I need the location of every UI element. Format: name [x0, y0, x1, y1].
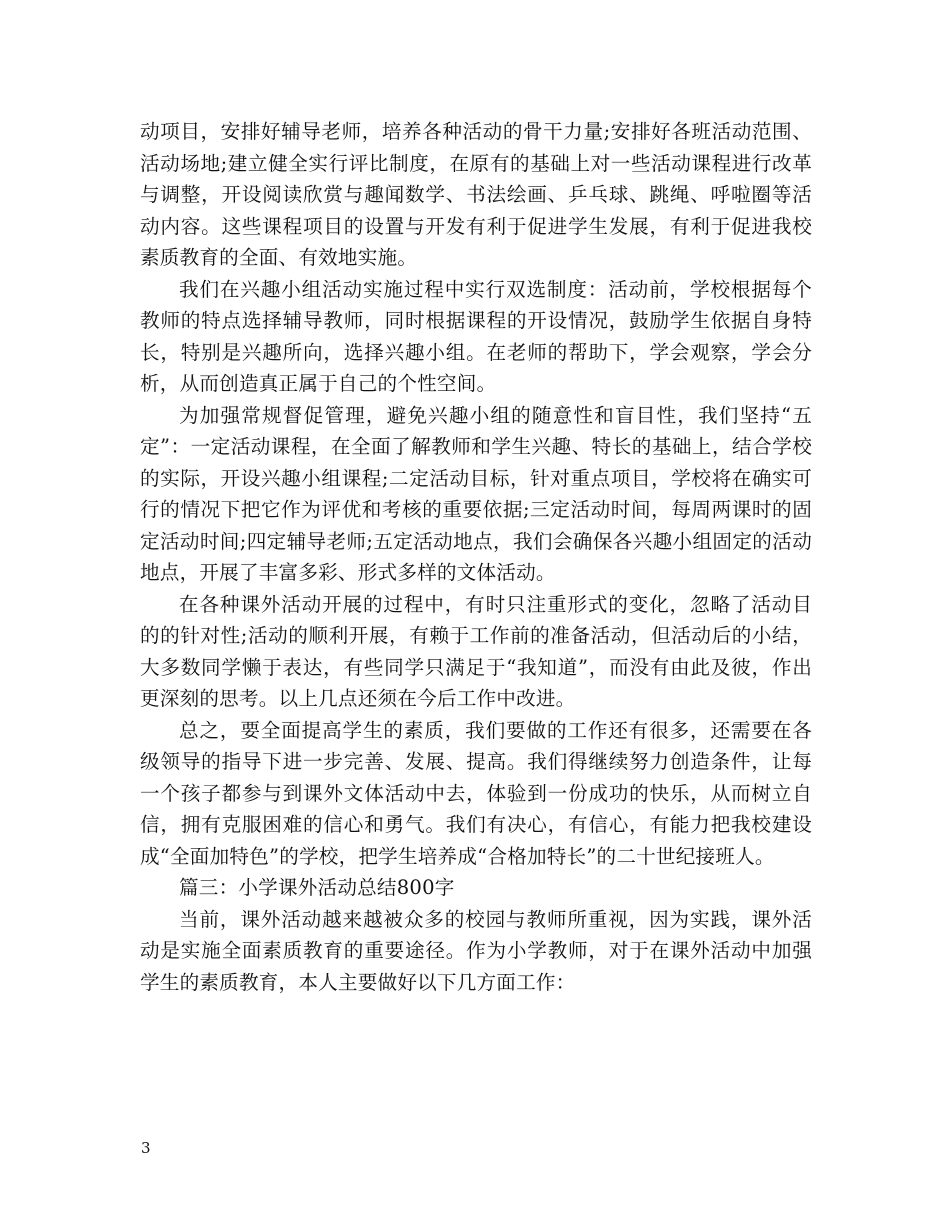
section-heading: 篇三：小学课外活动总结800字 — [179, 876, 455, 899]
paragraph-conclusion: 总之，要全面提高学生的素质，我们要做的工作还有很多，还需要在各级领导的指导下进一步完善、发展、提高。我们得继续努力创造条件，让每一个孩子都参与到课外文体活动中去，体验到一份成功的快乐，从而树立自信，拥有克服困难的信心和勇气。我们有决心，有信心，有能力把我校建设成“全面加特色”的学校，把学生培养成“合格加特长”的二十世纪接班人。 — [140, 718, 812, 868]
paragraph-continued: 动项目，安排好辅导老师，培养各种活动的骨干力量;安排好各班活动范围、活动场地;建立健全实行评比制度，在原有的基础上对一些活动课程进行改革与调整，开设阅读欣赏与趣闻数学、书法绘画、乒乓球、跳绳、呼啦圈等活动内容。这些课程项目的设置与开发有利于促进学生发展，有利于促进我校素质教育的全面、有效地实施。 — [140, 120, 812, 269]
paragraph-intro: 当前，课外活动越来越被众多的校园与教师所重视，因为实践，课外活动是实施全面素质教育的重要途径。作为小学教师，对于在课外活动中加强学生的素质教育，本人主要做好以下几方面工作： — [140, 907, 812, 994]
page-body — [140, 116, 812, 998]
paragraph-dual-selection: 我们在兴趣小组活动实施过程中实行双选制度：活动前，学校根据每个教师的特点选择辅导教师，同时根据课程的开设情况，鼓励学生依据自身特长，特别是兴趣所向，选择兴趣小组。在老师的帮助下，学会观察，学会分析，从而创造真正属于自己的个性空间。 — [140, 277, 812, 395]
page-number: 3 — [141, 1139, 151, 1157]
paragraph-shortcomings: 在各种课外活动开展的过程中，有时只注重形式的变化，忽略了活动目的的针对性;活动的顺利开展，有赖于工作前的准备活动，但活动后的小结，大多数同学懒于表达，有些同学只满足于“我知道”，而没有由此及彼，作出更深刻的思考。以上几点还须在今后工作中改进。 — [140, 592, 812, 710]
paragraph-five-fixed: 为加强常规督促管理，避免兴趣小组的随意性和盲目性，我们坚持“五定”：一定活动课程，在全面了解教师和学生兴趣、特长的基础上，结合学校的实际，开设兴趣小组课程;二定活动目标，针对重点项目，学校将在确实可行的情况下把它作为评优和考核的重要依据;三定活动时间，每周两课时的固定活动时间;四定辅导老师;五定活动地点，我们会确保各兴趣小组固定的活动地点，开展了丰富多彩、形式多样的文体活动。 — [140, 403, 812, 584]
